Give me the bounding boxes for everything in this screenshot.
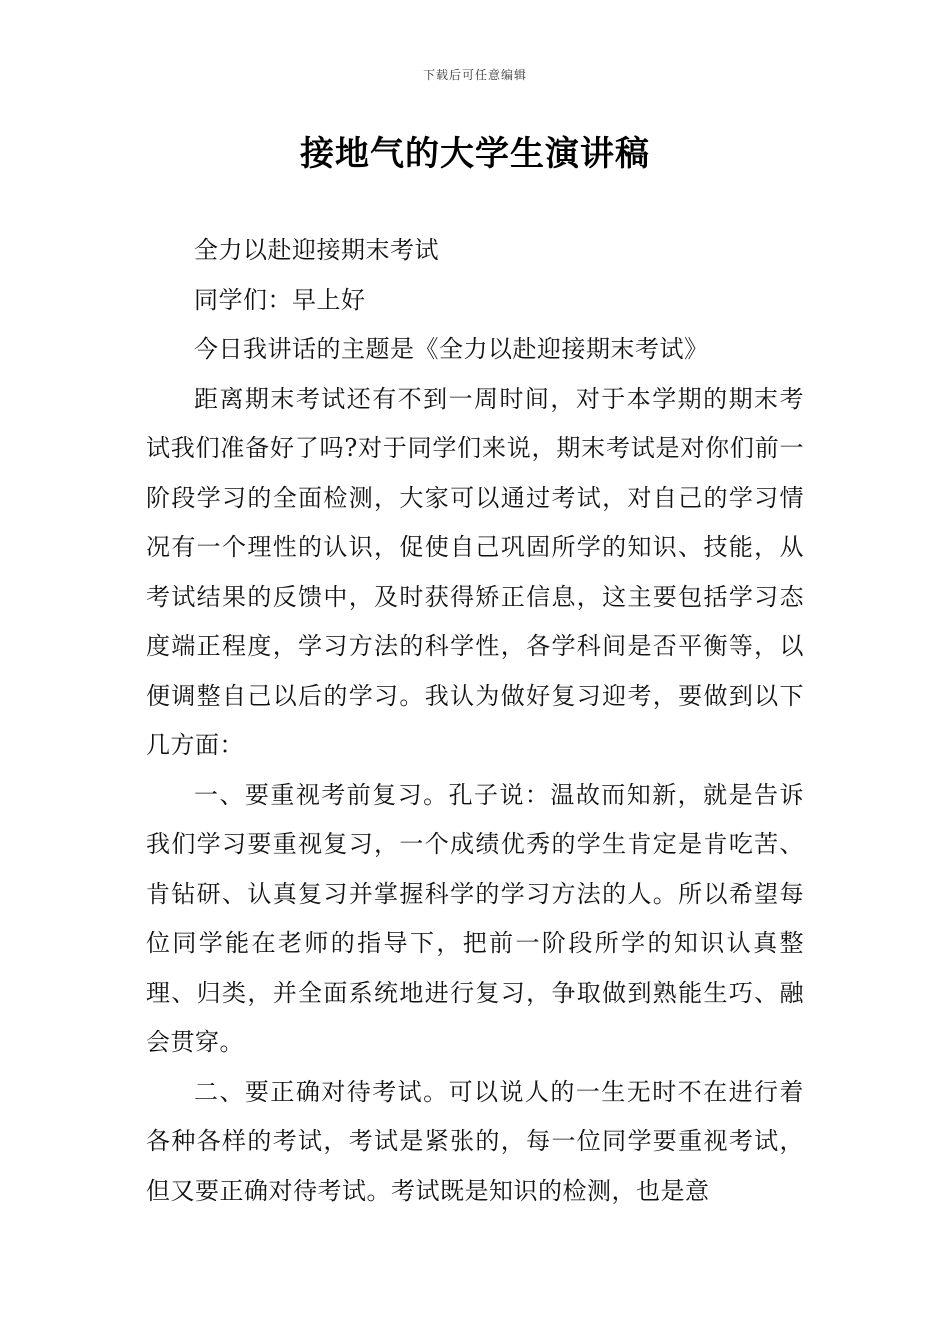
document-title: 接地气的大学生演讲稿 <box>300 134 650 174</box>
body-paragraph: 一、要重视考前复习。孔子说：温故而知新，就是告诉我们学习要重视复习，一个成绩优秀的学生肯定是肯吃苦、肯钻研、认真复习并掌握科学的学习方法的人。所以希望每位同学能在老师的指导下，把前一阶段所学的知识认真整理、归类，并全面系统地进行复习，争取做到熟能生巧、融会贯穿。 <box>146 780 804 1056</box>
greeting-paragraph: 同学们：早上好 <box>194 285 366 314</box>
topic-paragraph: 今日我讲话的主题是《全力以赴迎接期末考试》 <box>194 335 709 363</box>
subtitle-paragraph: 全力以赴迎接期末考试 <box>194 236 439 264</box>
body-paragraph: 二、要正确对待考试。可以说人的一生无时不在进行着各种各样的考试，考试是紧张的，每一位同学要重视考试，但又要正确对待考试。考试既是知识的检测，也是意 <box>146 1077 804 1205</box>
body-paragraph: 距离期末考试还有不到一周时间，对于本学期的期末考试我们准备好了吗?对于同学们来说，期末考试是对你们前一阶段学习的全面检测，大家可以通过考试，对自己的学习情况有一个理性的认识，促使自己巩固所学的知识、技能，从考试结果的反馈中，及时获得矫正信息，这主要包括学习态度端正程度，学习方法的科学性，各学科间是否平衡等，以便调整自己以后的学习。我认为做好复习迎考，要做到以下几方面： <box>146 384 804 759</box>
document-body <box>146 226 804 1216</box>
header-note: 下载后可任意编辑 <box>422 68 527 82</box>
